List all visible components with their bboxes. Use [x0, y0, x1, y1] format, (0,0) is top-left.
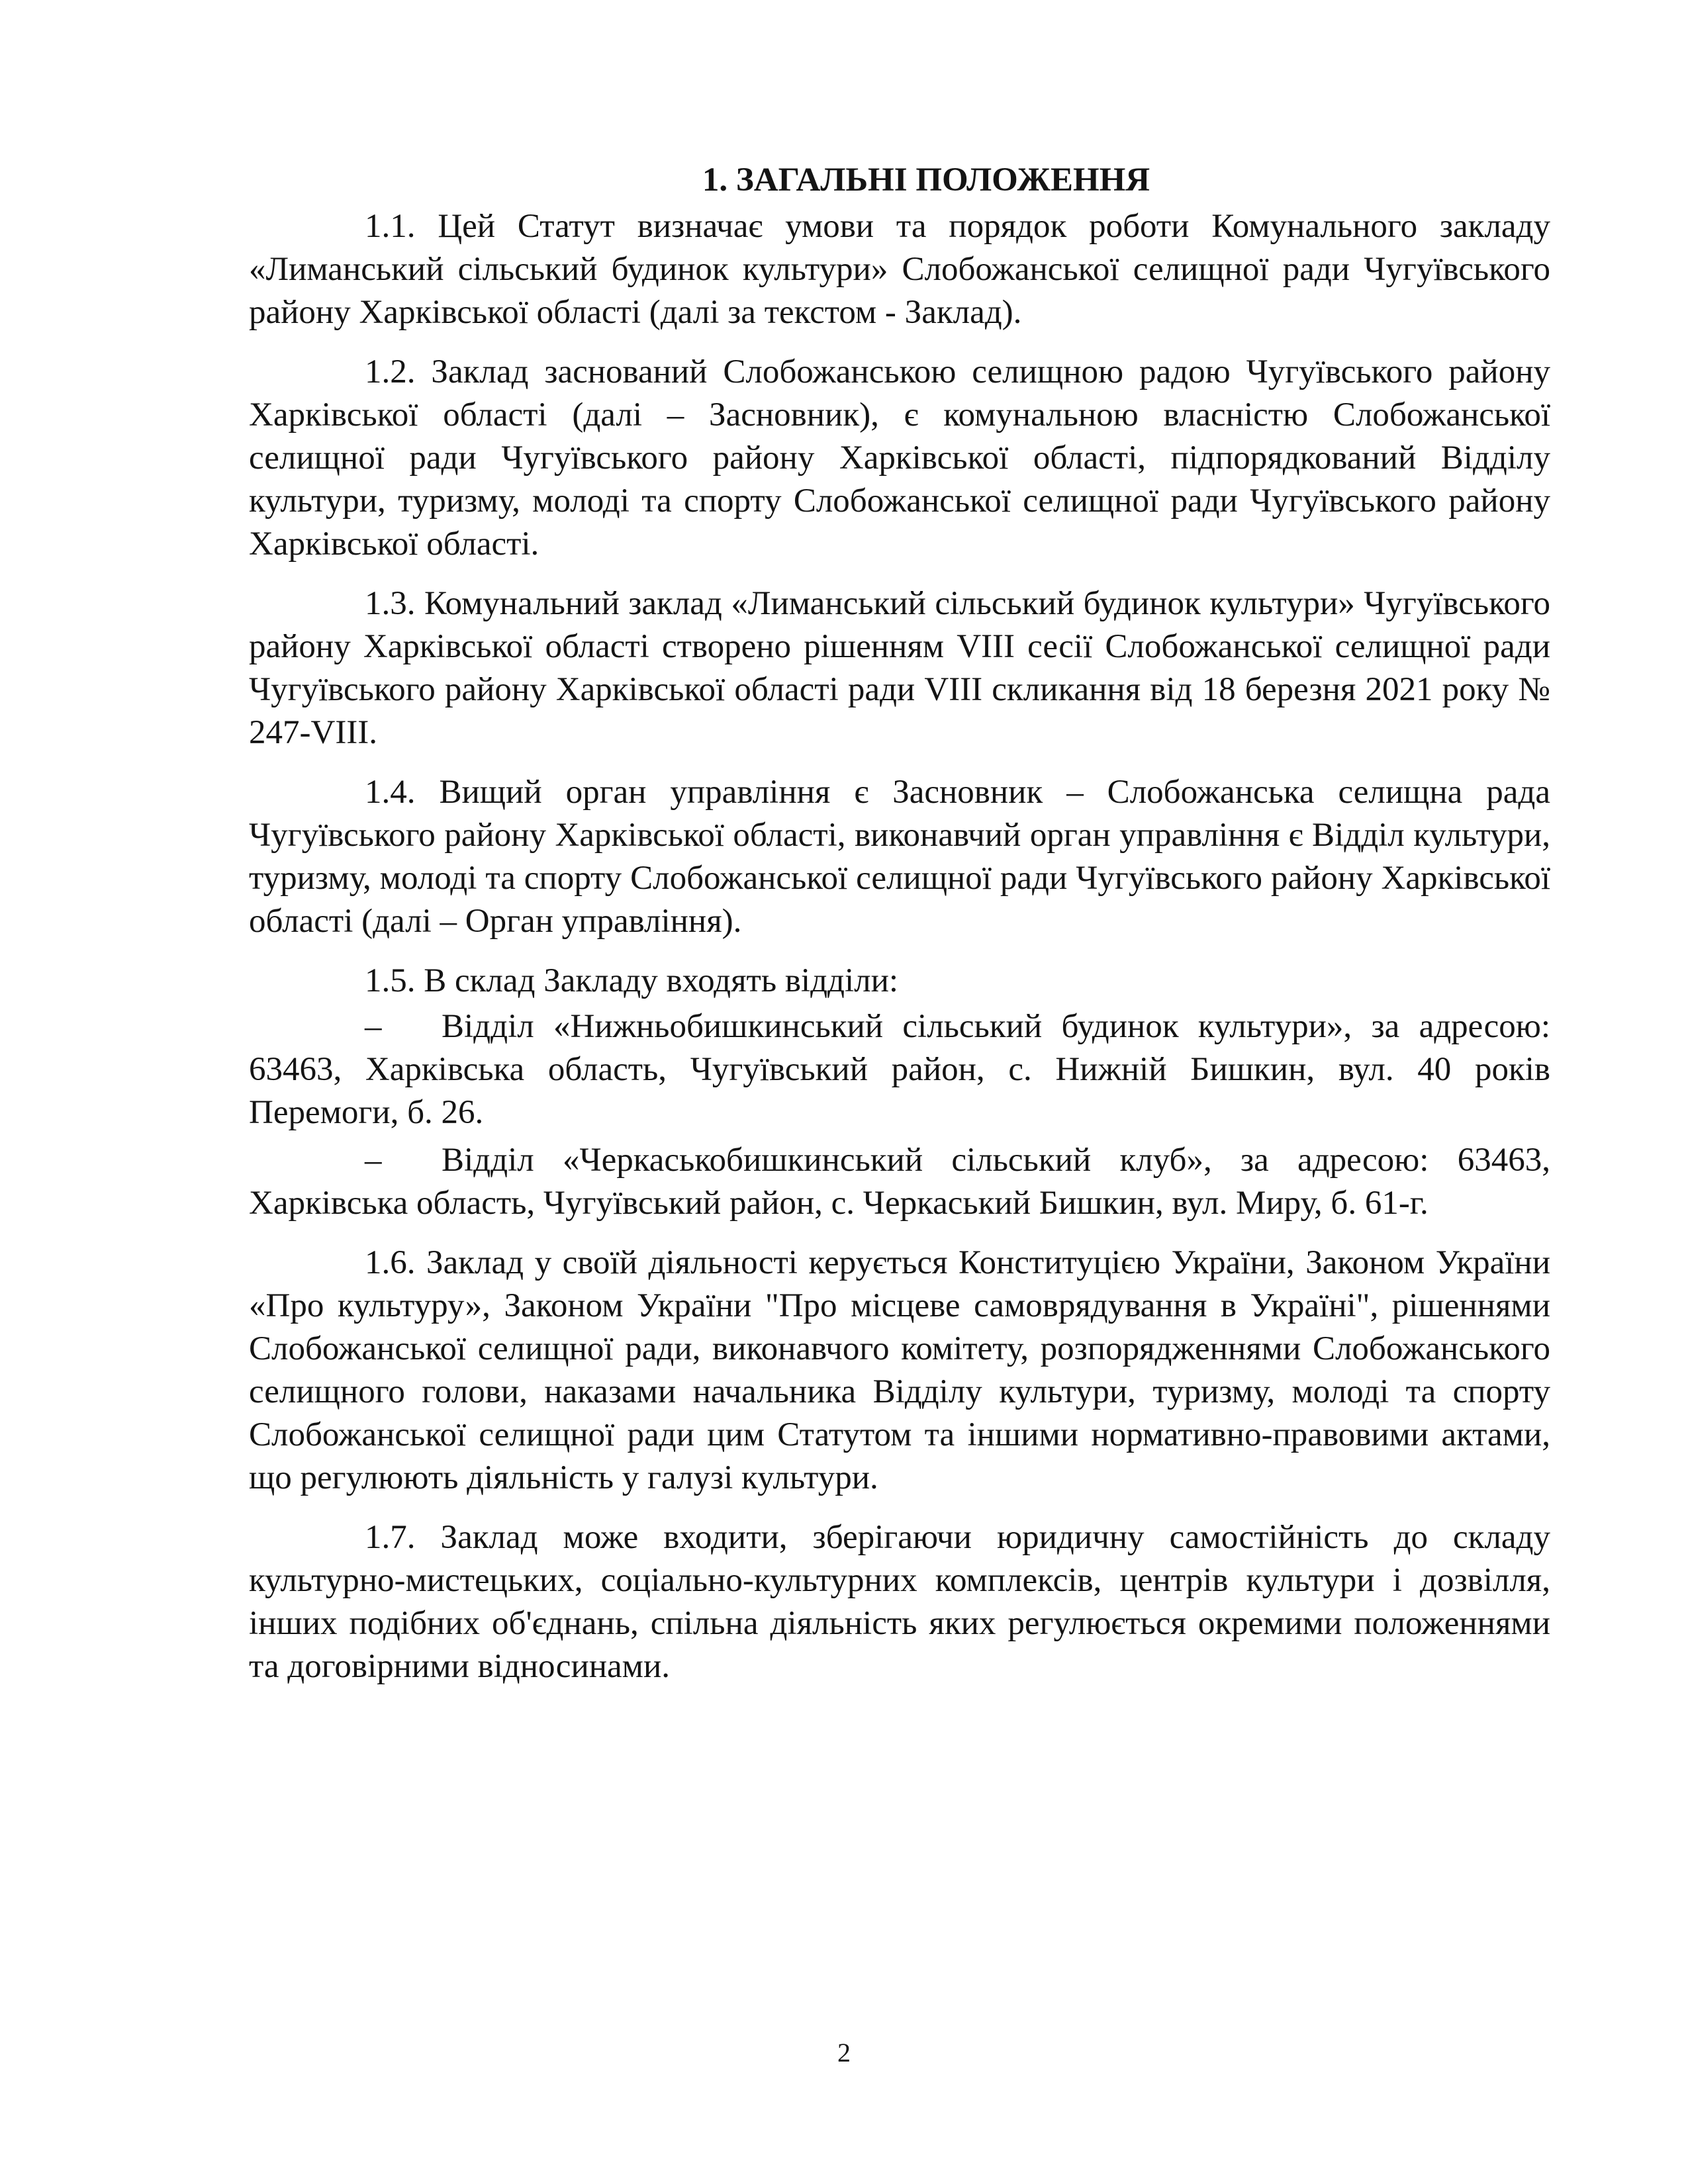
page-number: 2 [837, 2038, 851, 2068]
department-item-text: Відділ «Нижньобишкинський сільський будинок культури», за адресою: 63463, Харківська область, Чугуївський район, с. Нижній Бишкин, вул. 40 років Перемоги, б. 26. [249, 1008, 1550, 1131]
department-item-2 [249, 1139, 1550, 1225]
document-page [249, 159, 1550, 1705]
section-heading: 1. ЗАГАЛЬНІ ПОЛОЖЕННЯ [702, 161, 1150, 199]
dash-marker: – [365, 1008, 382, 1045]
paragraph-1-4: 1.4. Вищий орган управління є Засновник – Слобожанська селищна рада Чугуївського району Харківської області, виконавчий орган управління є Відділ культури, туризму, молоді та спорту Слобожанської селищної ради Чугуївського району Харківської області (далі – Орган управління). [249, 774, 1550, 940]
paragraph-1-1: 1.1. Цей Статут визначає умови та порядок роботи Комунального закладу «Лиманський сільський будинок культури» Слобожанської селищної ради Чугуївського району Харківської області (далі за текстом - Заклад). [249, 208, 1550, 331]
dash-marker: – [365, 1142, 382, 1179]
department-item-text: Відділ «Черкаськобишкинський сільський клуб», за адресою: 63463, Харківська область, Чугуївський район, с. Черкаський Бишкин, вул. Миру, б. 61-г. [249, 1142, 1550, 1222]
paragraph-1-3: 1.3. Комунальний заклад «Лиманський сільський будинок культури» Чугуївського району Харківської області створено рішенням VIII сесії Слобожанської селищної ради Чугуївського району Харківської області ради VIII скликання від 18 березня 2021 року № 247-VIII. [249, 585, 1550, 751]
paragraph-1-6: 1.6. Заклад у своїй діяльності керується Конституцією України, Законом України «Про культуру», Законом України "Про місцеве самоврядування в Україні", рішеннями Слобожанської селищної ради, виконавчого комітету, розпорядженнями Слобожанського селищного голови, наказами начальника Відділу культури, туризму, молоді та спорту Слобожанської селищної ради цим Статутом та іншими нормативно-правовими актами, що регулюють діяльність у галузі культури. [249, 1244, 1550, 1496]
paragraph-1-5: 1.5. В склад Закладу входять відділи: [365, 962, 899, 999]
paragraph-1-7: 1.7. Заклад може входити, зберігаючи юридичну самостійність до складу культурно-мистецьких, соціально-культурних комплексів, центрів культури і дозвілля, інших подібних об'єднань, спільна діяльність яких регулюється окремими положеннями та договірними відносинами. [249, 1519, 1550, 1685]
paragraph-1-2: 1.2. Заклад заснований Слобожанською селищною радою Чугуївського району Харківської області (далі – Засновник), є комунальною власністю Слобожанської селищної ради Чугуївського району Харківської області, підпорядкований Відділу культури, туризму, молоді та спорту Слобожанської селищної ради Чугуївського району Харківської області. [249, 353, 1550, 563]
department-item-1 [249, 1005, 1550, 1134]
